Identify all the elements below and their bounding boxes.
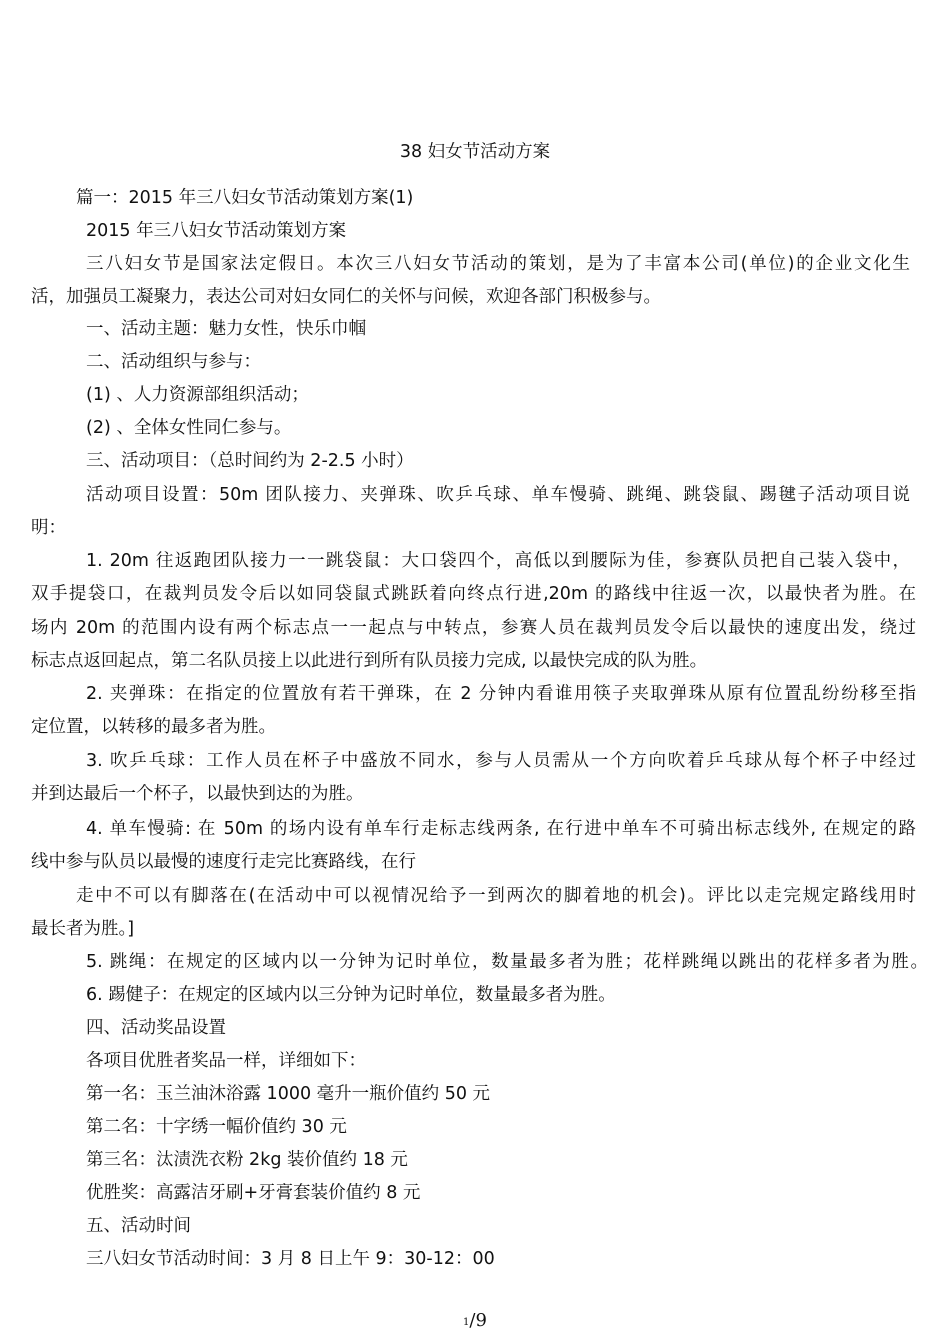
paragraph-line: 三八妇女节活动时间：3 月 8 日上午 9：30-12：00	[86, 1249, 495, 1269]
paragraph-line: 标志点返回起点，第二名队员接上以此进行到所有队员接力完成, 以最快完成的队为胜。	[31, 651, 708, 671]
paragraph-line: 四、活动奖品设置	[86, 1018, 226, 1038]
paragraph-line: 明：	[31, 518, 66, 538]
paragraph-line: 第二名：十字绣一幅价值约 30 元	[86, 1117, 347, 1137]
paragraph-line: 线中参与队员以最慢的速度行走完比赛路线，在行	[31, 852, 416, 872]
paragraph-line: 最长者为胜。]	[31, 919, 135, 939]
paragraph-line: 定位置，以转移的最多者为胜。	[31, 717, 276, 737]
paragraph-line: 走中不可以有脚落在(在活动中可以视情况给予一到两次的脚着地的机会)。评比以走完规定路线用时	[76, 886, 916, 906]
paragraph-line: 第一名：玉兰油沐浴露 1000 毫升一瓶价值约 50 元	[86, 1084, 491, 1104]
paragraph-line: 5. 跳绳：在规定的区域内以一分钟为记时单位，数量最多者为胜；花样跳绳以跳出的花样多者为胜。	[86, 952, 928, 972]
paragraph-line: 第三名：汰渍洗衣粉 2kg 装价值约 18 元	[86, 1150, 408, 1170]
paragraph-line: 五、活动时间	[86, 1216, 191, 1236]
paragraph-line: (1) 、人力资源部组织活动；	[86, 385, 309, 405]
paragraph-line: 2. 夹弹珠：在指定的位置放有若干弹珠，在 2 分钟内看谁用筷子夹取弹珠从原有位置乱纷纷移至指	[86, 684, 916, 704]
paragraph-line: 活，加强员工凝聚力，表达公司对妇女同仁的关怀与问候，欢迎各部门积极参与。	[31, 287, 661, 307]
paragraph-line: 一、活动主题：魅力女性，快乐巾帼	[86, 319, 366, 339]
paragraph-line: (2) 、全体女性同仁参与。	[86, 418, 292, 438]
paragraph-line: 4. 单车慢骑: 在 50m 的场内设有单车行走标志线两条, 在行进中单车不可骑出标志线外, 在规定的路	[86, 819, 916, 839]
paragraph-line: 篇一：2015 年三八妇女节活动策划方案(1)	[76, 188, 414, 208]
page-number	[0, 1310, 950, 1334]
paragraph-line: 2015 年三八妇女节活动策划方案	[86, 221, 347, 241]
paragraph-line: 双手提袋口，在裁判员发令后以如同袋鼠式跳跃着向终点行进,20m 的路线中往返一次，以最快者为胜。在	[31, 584, 916, 604]
paragraph-line: 各项目优胜者奖品一样，详细如下：	[86, 1051, 366, 1071]
paragraph-line: 三八妇女节是国家法定假日。本次三八妇女节活动的策划，是为了丰富本公司(单位)的企业文化生	[86, 254, 910, 274]
page-current: 1	[463, 1317, 470, 1328]
paragraph-line: 场内 20m 的范围内设有两个标志点一一起点与中转点，参赛人员在裁判员发令后以最快的速度出发，绕过	[31, 618, 916, 638]
paragraph-line: 活动项目设置：50m 团队接力、夹弹珠、吹乒乓球、单车慢骑、跳绳、跳袋鼠、踢毽子活动项目说	[86, 485, 910, 505]
page-total: /9	[469, 1310, 487, 1331]
paragraph-line: 三、活动项目：（总时间约为 2-2.5 小时）	[86, 451, 414, 471]
paragraph-line: 二、活动组织与参与：	[86, 352, 261, 372]
paragraph-line: 3. 吹乒乓球：工作人员在杯子中盛放不同水，参与人员需从一个方向吹着乒乓球从每个杯子中经过	[86, 751, 916, 771]
paragraph-line: 并到达最后一个杯子，以最快到达的为胜。	[31, 784, 364, 804]
paragraph-line: 1. 20m 往返跑团队接力一一跳袋鼠：大口袋四个，高低以到腰际为佳，参赛队员把自己装入袋中，	[86, 551, 910, 571]
document-title: 38 妇女节活动方案	[399, 142, 551, 162]
paragraph-line: 优胜奖：高露洁牙刷+牙膏套装价值约 8 元	[86, 1183, 421, 1203]
paragraph-line: 6. 踢健子：在规定的区域内以三分钟为记时单位，数量最多者为胜。	[86, 985, 616, 1005]
